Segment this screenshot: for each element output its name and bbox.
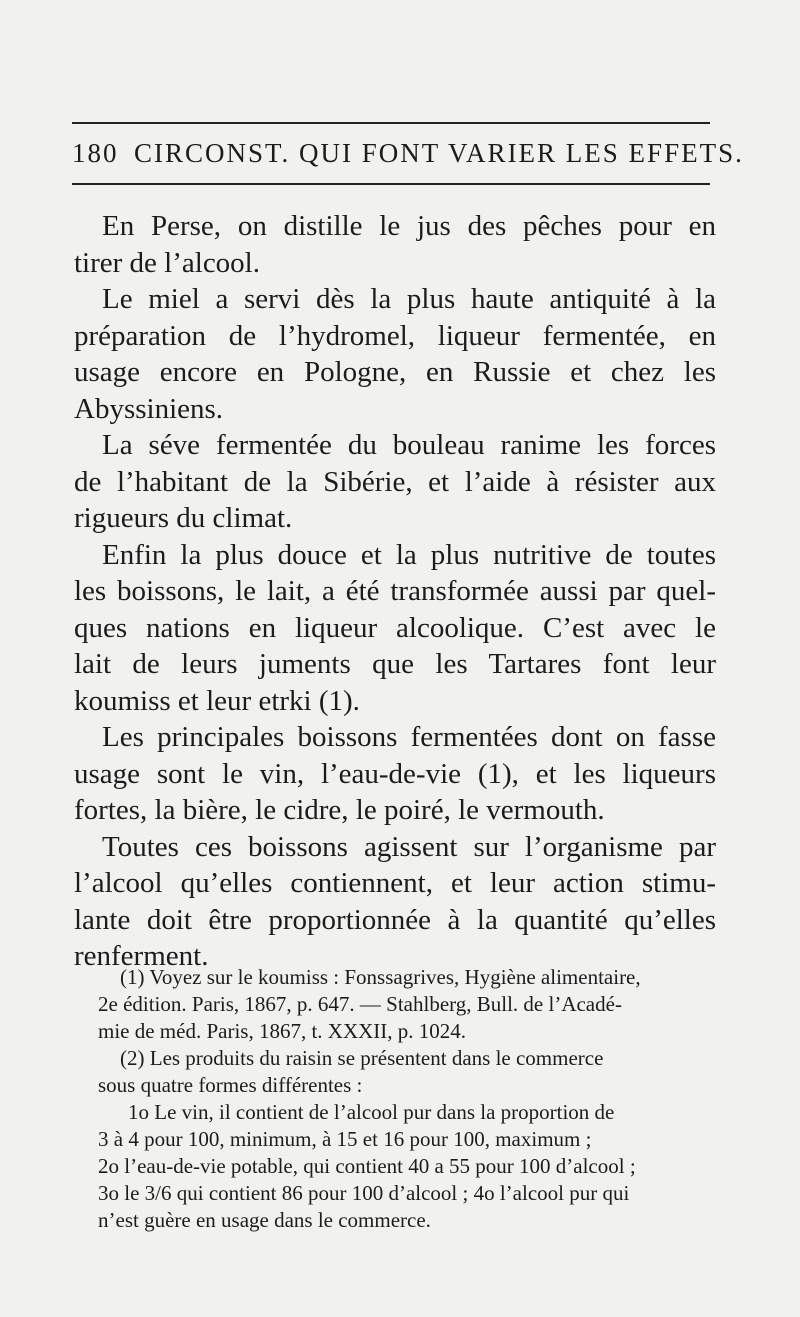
- header-top-rule: [72, 122, 710, 124]
- text-line: tirer de l’alcool.: [74, 246, 260, 279]
- text-line: Toutes ces boissons agissent sur l’organisme par: [102, 830, 716, 863]
- text-line: koumiss et leur etrki (1).: [74, 684, 360, 717]
- text-line: préparation de l’hydromel, liqueur fermentée, en: [74, 319, 716, 352]
- text-line: l’alcool qu’elles contiennent, et leur action stimu-: [74, 867, 716, 899]
- footnote-line: n’est guère en usage dans le commerce.: [98, 1208, 431, 1232]
- running-title: CIRCONST. QUI FONT VARIER LES EFFETS.: [134, 138, 744, 168]
- paragraph: [74, 719, 716, 829]
- text-line: renferment.: [74, 940, 209, 972]
- page-header: [72, 138, 744, 178]
- paragraph: [74, 537, 716, 720]
- text-line: En Perse, on distille le jus des pêches pour en: [102, 210, 716, 242]
- text-line: Les principales boissons fermentées dont on fasse: [102, 721, 716, 753]
- text-line: usage sont le vin, l’eau-de-vie (1), et les liqueurs: [74, 757, 716, 790]
- footnote-line: 3 à 4 pour 100, minimum, à 15 et 16 pour 100, maximum ;: [98, 1127, 592, 1151]
- text-line: Le miel a servi dès la plus haute antiquité à la: [102, 283, 716, 315]
- paragraph: [74, 281, 716, 427]
- text-line: les boissons, le lait, a été transformée aussi par quel-: [74, 575, 716, 607]
- footnote-line: 3o le 3/6 qui contient 86 pour 100 d’alcool ; 4o l’alcool pur qui: [98, 1181, 630, 1205]
- footnote-line: sous quatre formes différentes :: [98, 1073, 363, 1097]
- text-line: ques nations en liqueur alcoolique. C’est avec le: [74, 611, 716, 644]
- footnote-line: 2e édition. Paris, 1867, p. 647. — Stahlberg, Bull. de l’Acadé-: [98, 992, 622, 1016]
- footnotes: [98, 964, 738, 1234]
- text-line: Abyssiniens.: [74, 392, 224, 425]
- text-line: lait de leurs juments que les Tartares font leur: [74, 648, 716, 680]
- footnote-line: (2) Les produits du raisin se présentent dans le commerce: [120, 1046, 604, 1070]
- footnote-line: 2o l’eau-de-vie potable, qui contient 40 a 55 pour 100 d’alcool ;: [98, 1154, 636, 1178]
- text-line: lante doit être proportionnée à la quantité qu’elles: [74, 903, 716, 936]
- footnote: [98, 964, 738, 1045]
- text-line: La séve fermentée du bouleau ranime les forces: [102, 429, 716, 461]
- paragraph: [74, 208, 716, 281]
- footnote-line: (1) Voyez sur le koumiss : Fonssagrives, Hygiène alimentaire,: [120, 965, 641, 989]
- footnote-line: 1o Le vin, il contient de l’alcool pur dans la proportion de: [128, 1100, 615, 1124]
- text-line: de l’habitant de la Sibérie, et l’aide à résister aux: [74, 465, 716, 498]
- text-line: Enfin la plus douce et la plus nutritive de toutes: [102, 538, 716, 571]
- main-text: [74, 208, 716, 975]
- paragraph: [74, 427, 716, 537]
- footnote: [98, 1045, 738, 1234]
- text-line: usage encore en Pologne, en Russie et chez les: [74, 356, 716, 388]
- text-line: fortes, la bière, le cidre, le poiré, le vermouth.: [74, 794, 605, 826]
- text-line: rigueurs du climat.: [74, 502, 293, 534]
- footnote-line: mie de méd. Paris, 1867, t. XXXII, p. 1024.: [98, 1019, 467, 1043]
- header-bottom-rule: [72, 183, 710, 185]
- paragraph: [74, 829, 716, 975]
- page-number: 180: [72, 138, 119, 168]
